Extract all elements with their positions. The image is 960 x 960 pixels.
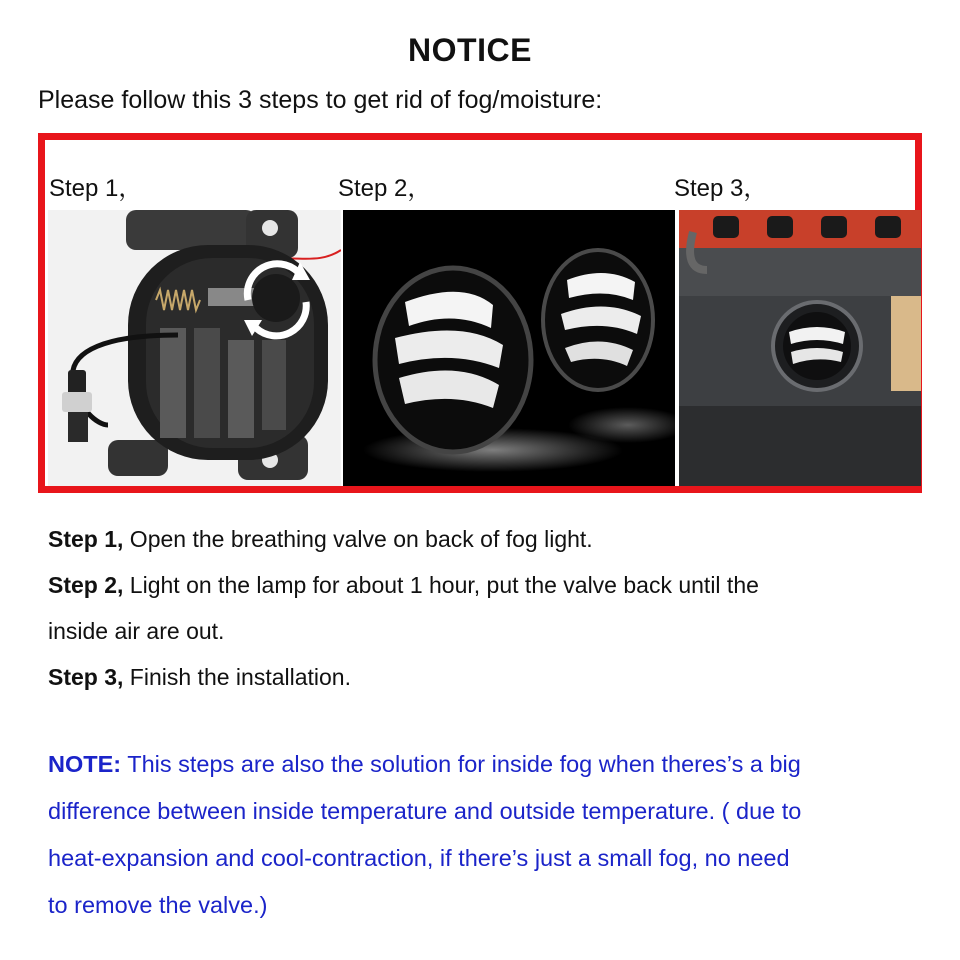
note-block (48, 741, 928, 929)
step-2-image (343, 210, 675, 486)
steps-frame (38, 133, 922, 493)
step-2-label: Step 2， (338, 175, 432, 202)
note-line-2: difference between inside temperature and outside temperature. ( due to (48, 798, 802, 824)
lit-fog-lamps-illustration (343, 210, 675, 486)
step-1-label: Step 1， (49, 175, 143, 202)
page-title: NOTICE (408, 32, 532, 68)
note-line-4: to remove the valve.) (48, 892, 268, 918)
step-text: Finish the installation. (123, 664, 351, 690)
instruction-step-2-continued (48, 608, 928, 654)
instruction-step-2 (48, 562, 928, 608)
step-text: Open the breathing valve on back of fog light. (123, 526, 593, 552)
instruction-step-1 (48, 516, 928, 562)
step-label: Step 2, (48, 572, 124, 598)
note-line-3: heat-expansion and cool-contraction, if there’s just a small fog, no need (48, 845, 790, 871)
step-text: inside air are out. (48, 618, 225, 644)
note-label: NOTE: (48, 751, 122, 777)
instruction-step-3 (48, 654, 928, 700)
step-label: Step 3, (48, 664, 124, 690)
step-label: Step 1, (48, 526, 124, 552)
step-3-image (679, 210, 921, 486)
fog-light-back-illustration (48, 210, 341, 486)
step-text: Light on the lamp for about 1 hour, put the valve back until the (123, 572, 759, 598)
instructions (48, 516, 928, 700)
step-3-label: Step 3， (674, 175, 768, 202)
installed-fog-light-illustration (679, 210, 921, 486)
page-subtitle: Please follow this 3 steps to get rid of fog/moisture: (38, 86, 603, 114)
note-text: This steps are also the solution for inside fog when theres’s a big (121, 751, 801, 777)
note-line-1 (48, 741, 928, 788)
step-1-image (48, 210, 341, 486)
